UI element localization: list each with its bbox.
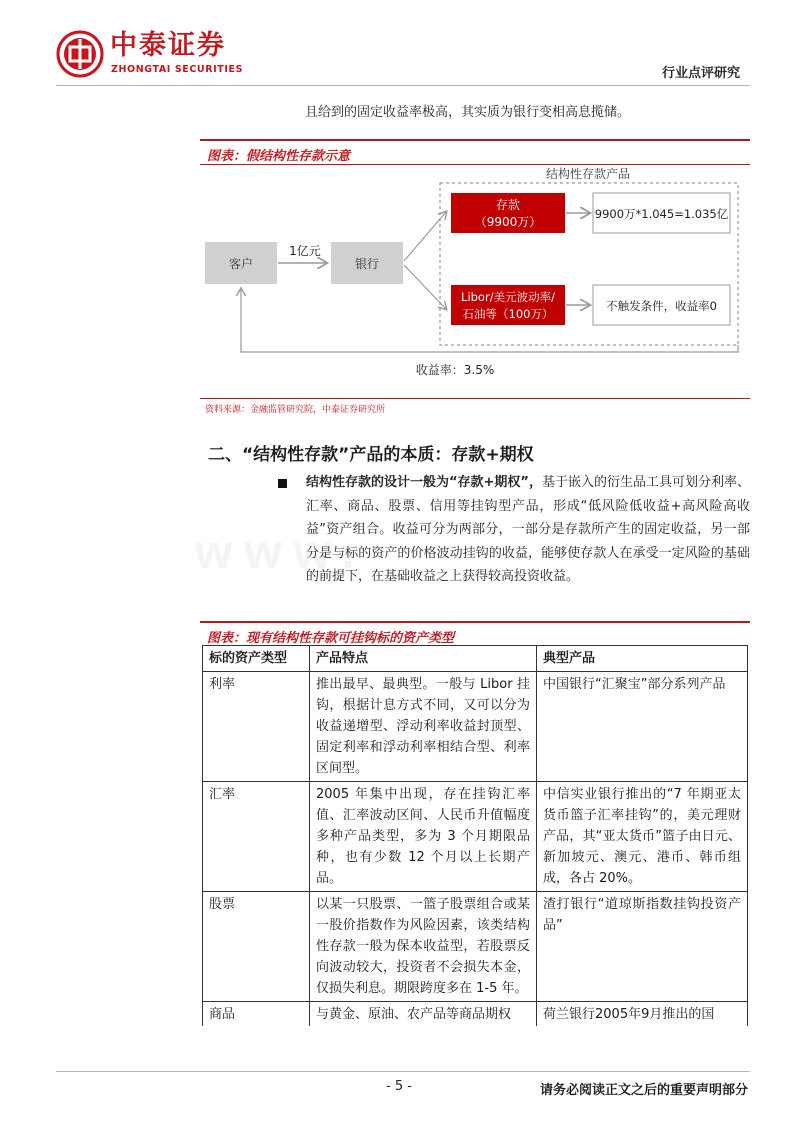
header-divider (56, 85, 750, 86)
option-result-text: 不触发条件，收益率0 (606, 299, 717, 313)
cell-product: 渣打银行“道琼斯指数挂钩投资产品” (537, 892, 748, 1002)
asset-type-table (202, 645, 748, 1026)
cell-type: 商品 (203, 1002, 310, 1027)
option-label-line2: 石油等（100万） (462, 307, 554, 321)
asset-type-table-wrap (200, 645, 750, 1026)
logo-chinese-name: 中泰证券 (110, 30, 226, 61)
page-number: - 5 - (386, 1079, 412, 1094)
figure1-top-rule (200, 139, 750, 141)
yield-label: 收益率：3.5% (415, 363, 495, 377)
structured-deposit-diagram (200, 165, 750, 397)
figure1-source: 资料来源：金融监管研究院，中泰证券研究所 (205, 405, 386, 415)
deposit-label-line2: （9900万） (474, 215, 542, 229)
cell-type: 股票 (203, 892, 310, 1002)
header-product: 典型产品 (537, 646, 748, 672)
cell-feature: 推出最早、最典型。一般与 Libor 挂钩，根据计息方式不同，又可以分为收益递增型、浮动利率收益封顶型、固定利率和浮动利率相结合型、利率区间型。 (310, 672, 537, 782)
figure1-title: 图表：假结构性存款示意 (207, 149, 351, 164)
watermark: www. (195, 526, 367, 579)
table-row (203, 672, 748, 782)
paragraph-lead: 结构性存款的设计一般为“存款+期权”， (306, 475, 542, 490)
table-header-row (203, 646, 748, 672)
zhongtai-logo-icon (56, 30, 104, 78)
table-row (203, 892, 748, 1002)
deposit-label-line1: 存款 (495, 198, 521, 212)
table-title: 图表：现有结构性存款可挂钩标的资产类型 (207, 631, 455, 646)
section-title: 二、“结构性存款”产品的本质：存款+期权 (208, 445, 534, 465)
footer-divider (56, 1071, 750, 1072)
disclaimer-note: 请务必阅读正文之后的重要声明部分 (539, 1083, 748, 1098)
cell-feature: 2005 年集中出现，存在挂钩汇率值、汇率波动区间、人民币升值幅度多种产品类型，多为 3 个月期限品种，也有少数 12 个月以上长期产品。 (310, 782, 537, 892)
section-paragraph (306, 471, 750, 589)
header-feature: 产品特点 (310, 646, 537, 672)
deposit-result-text: 9900万*1.045=1.035亿 (594, 207, 729, 221)
group-label: 结构性存款产品 (545, 167, 631, 181)
cell-product: 中国银行“汇聚宝”部分系列产品 (537, 672, 748, 782)
bank-label: 银行 (354, 257, 380, 271)
report-category: 行业点评研究 (661, 66, 740, 81)
logo-english-name: ZHONGTAI SECURITIES (111, 64, 244, 75)
option-label-line1: Libor/美元波动率/ (461, 290, 555, 304)
cell-type: 利率 (203, 672, 310, 782)
intro-line: 且给到的固定收益率极高，其实质为银行变相高息揽储。 (305, 105, 631, 120)
table-top-rule (200, 621, 750, 623)
cell-type: 汇率 (203, 782, 310, 892)
cell-product: 中信实业银行推出的“7 年期亚太货币篮子汇率挂钩”的，美元理财产品，其“亚太货币”篮子由日元、新加坡元、澳元、港币、韩币组成，各占 20%。 (537, 782, 748, 892)
customer-label: 客户 (228, 257, 254, 271)
paragraph-body: 基于嵌入的衍生品工具可划分利率、汇率、商品、股票、信用等挂钩型产品，形成“低风险低收益+高风险高收益”资产组合。收益可分为两部分，一部分是存款所产生的固定收益，另一部分是与标的资产的价格波动挂钩的收益，能够使存款人在承受一定风险的基础的前提下，在基础收益之上获得较高投资收益。 (306, 475, 750, 584)
table-row (203, 782, 748, 892)
table-row (203, 1002, 748, 1027)
cell-feature: 以某一只股票、一篮子股票组合或某一股价指数作为风险因素，该类结构性存款一般为保本收益型，若股票反向波动较大，投资者不会损失本金，仅损失利息。期限跨度多在 1-5 年。 (310, 892, 537, 1002)
header-asset-type: 标的资产类型 (203, 646, 310, 672)
cell-product: 荷兰银行2005年9月推出的国 (537, 1002, 748, 1027)
figure1-bottom-rule (200, 398, 750, 399)
amount-label: 1亿元 (289, 244, 321, 258)
bullet-square-icon (278, 479, 287, 488)
cell-feature: 与黄金、原油、农产品等商品期权 (310, 1002, 537, 1027)
